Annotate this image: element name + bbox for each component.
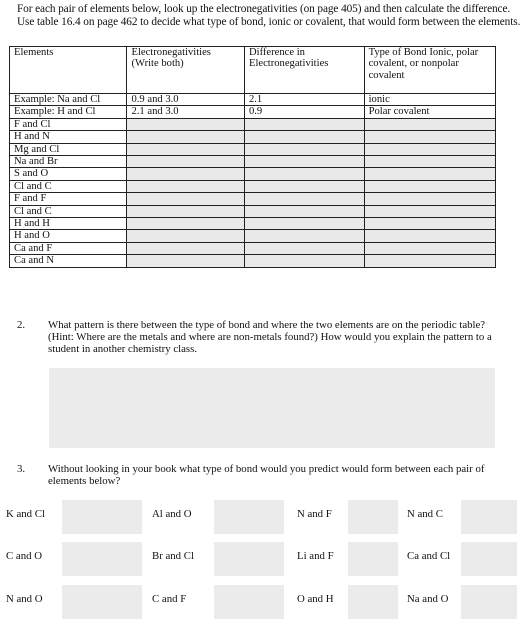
question-3-text: Without looking in your book what type of bond would you predict would form between each pair of elements below? <box>48 463 485 487</box>
cell-bond-type[interactable] <box>364 218 495 230</box>
element-pair-label: N and O <box>6 593 43 605</box>
cell-electronegativities[interactable] <box>127 118 244 130</box>
cell-bond-type[interactable] <box>364 205 495 217</box>
table-row <box>10 168 496 180</box>
cell-bond-type[interactable] <box>364 193 495 205</box>
table-row <box>10 242 496 254</box>
cell-electronegativities: 0.9 and 3.0 <box>127 94 244 106</box>
element-pair-label: N and F <box>297 508 332 520</box>
cell-elements: Cl and C <box>10 205 127 217</box>
header-elements: Elements <box>10 47 127 94</box>
element-pair-label: O and H <box>297 593 334 605</box>
cell-elements: Ca and F <box>10 242 127 254</box>
cell-electronegativities[interactable] <box>127 230 244 242</box>
cell-bond-type[interactable] <box>364 118 495 130</box>
question-2-answer-box[interactable] <box>49 368 495 448</box>
table-row <box>10 94 496 106</box>
cell-elements: F and Cl <box>10 118 127 130</box>
table-row <box>10 156 496 168</box>
prediction-answer-box[interactable] <box>62 585 142 619</box>
element-pair-label: Ca and Cl <box>407 550 451 562</box>
table-row <box>10 255 496 267</box>
cell-electronegativities[interactable] <box>127 143 244 155</box>
element-pair-label: Na and O <box>407 593 449 605</box>
cell-electronegativities[interactable] <box>127 131 244 143</box>
prediction-answer-box[interactable] <box>62 542 142 576</box>
table-row <box>10 180 496 192</box>
cell-elements: Mg and Cl <box>10 143 127 155</box>
table-row <box>10 118 496 130</box>
cell-electronegativities[interactable] <box>127 156 244 168</box>
cell-difference[interactable] <box>244 131 364 143</box>
element-pair-label: N and C <box>407 508 443 520</box>
cell-difference[interactable] <box>244 180 364 192</box>
table-row <box>10 131 496 143</box>
cell-electronegativities[interactable] <box>127 255 244 267</box>
element-pair-label: C and F <box>152 593 187 605</box>
cell-bond-type[interactable] <box>364 156 495 168</box>
element-pair-label: Al and O <box>152 508 192 520</box>
cell-electronegativities[interactable] <box>127 180 244 192</box>
element-pair-label: K and Cl <box>6 508 45 520</box>
cell-electronegativities[interactable] <box>127 242 244 254</box>
table-row <box>10 193 496 205</box>
cell-elements: Example: Na and Cl <box>10 94 127 106</box>
cell-elements: Example: H and Cl <box>10 106 127 118</box>
table-row <box>10 218 496 230</box>
instructions-text: For each pair of elements below, look up the electronegativities (on page 405) and then calculate the difference. Use table 16.4 on page 462 to decide what type of bond, ionic or covalent, that would form between the elements. <box>17 3 521 28</box>
cell-difference[interactable] <box>244 230 364 242</box>
table-row <box>10 230 496 242</box>
cell-elements: Na and Br <box>10 156 127 168</box>
cell-difference[interactable] <box>244 218 364 230</box>
header-electronegativities: Electronegativities (Write both) <box>127 47 244 94</box>
cell-electronegativities: 2.1 and 3.0 <box>127 106 244 118</box>
electronegativity-table <box>9 46 496 268</box>
cell-bond-type[interactable] <box>364 242 495 254</box>
prediction-answer-box[interactable] <box>461 585 517 619</box>
question-3 <box>17 464 497 488</box>
cell-bond-type[interactable] <box>364 143 495 155</box>
cell-bond-type: Polar covalent <box>364 106 495 118</box>
cell-elements: S and O <box>10 168 127 180</box>
question-2 <box>17 320 497 355</box>
cell-electronegativities[interactable] <box>127 193 244 205</box>
prediction-answer-box[interactable] <box>461 542 517 576</box>
question-2-number: 2. <box>17 319 26 331</box>
table-header-row <box>10 47 496 94</box>
table-row <box>10 205 496 217</box>
cell-difference[interactable] <box>244 143 364 155</box>
prediction-answer-box[interactable] <box>62 500 142 534</box>
question-3-number: 3. <box>17 463 26 475</box>
cell-bond-type: ionic <box>364 94 495 106</box>
prediction-answer-box[interactable] <box>214 585 284 619</box>
cell-elements: Cl and C <box>10 180 127 192</box>
cell-difference[interactable] <box>244 168 364 180</box>
cell-difference[interactable] <box>244 193 364 205</box>
header-difference: Difference in Electronegativities <box>244 47 364 94</box>
cell-electronegativities[interactable] <box>127 218 244 230</box>
cell-bond-type[interactable] <box>364 230 495 242</box>
element-pair-label: Br and Cl <box>152 550 194 562</box>
cell-bond-type[interactable] <box>364 168 495 180</box>
prediction-answer-box[interactable] <box>214 500 284 534</box>
prediction-answer-box[interactable] <box>348 585 398 619</box>
cell-bond-type[interactable] <box>364 180 495 192</box>
prediction-answer-box[interactable] <box>461 500 517 534</box>
prediction-answer-box[interactable] <box>348 500 398 534</box>
cell-bond-type[interactable] <box>364 255 495 267</box>
cell-elements: H and H <box>10 218 127 230</box>
cell-elements: H and O <box>10 230 127 242</box>
element-pair-label: Li and F <box>297 550 334 562</box>
table-row <box>10 106 496 118</box>
prediction-answer-box[interactable] <box>348 542 398 576</box>
header-bond-type: Type of Bond Ionic, polar covalent, or nonpolar covalent <box>364 47 495 94</box>
cell-difference: 0.9 <box>244 106 364 118</box>
question-2-text: What pattern is there between the type of bond and where the two elements are on the periodic table? (Hint: Where are the metals and where are non-metals found?) How would you explain the pattern to a student in another chemistry class. <box>48 319 492 355</box>
cell-difference[interactable] <box>244 242 364 254</box>
cell-elements: Ca and N <box>10 255 127 267</box>
element-pair-label: C and O <box>6 550 42 562</box>
prediction-answer-box[interactable] <box>214 542 284 576</box>
cell-difference[interactable] <box>244 205 364 217</box>
cell-bond-type[interactable] <box>364 131 495 143</box>
cell-elements: H and N <box>10 131 127 143</box>
table-row <box>10 143 496 155</box>
cell-electronegativities[interactable] <box>127 168 244 180</box>
cell-difference[interactable] <box>244 255 364 267</box>
cell-difference: 2.1 <box>244 94 364 106</box>
cell-difference[interactable] <box>244 156 364 168</box>
cell-electronegativities[interactable] <box>127 205 244 217</box>
cell-difference[interactable] <box>244 118 364 130</box>
cell-elements: F and F <box>10 193 127 205</box>
